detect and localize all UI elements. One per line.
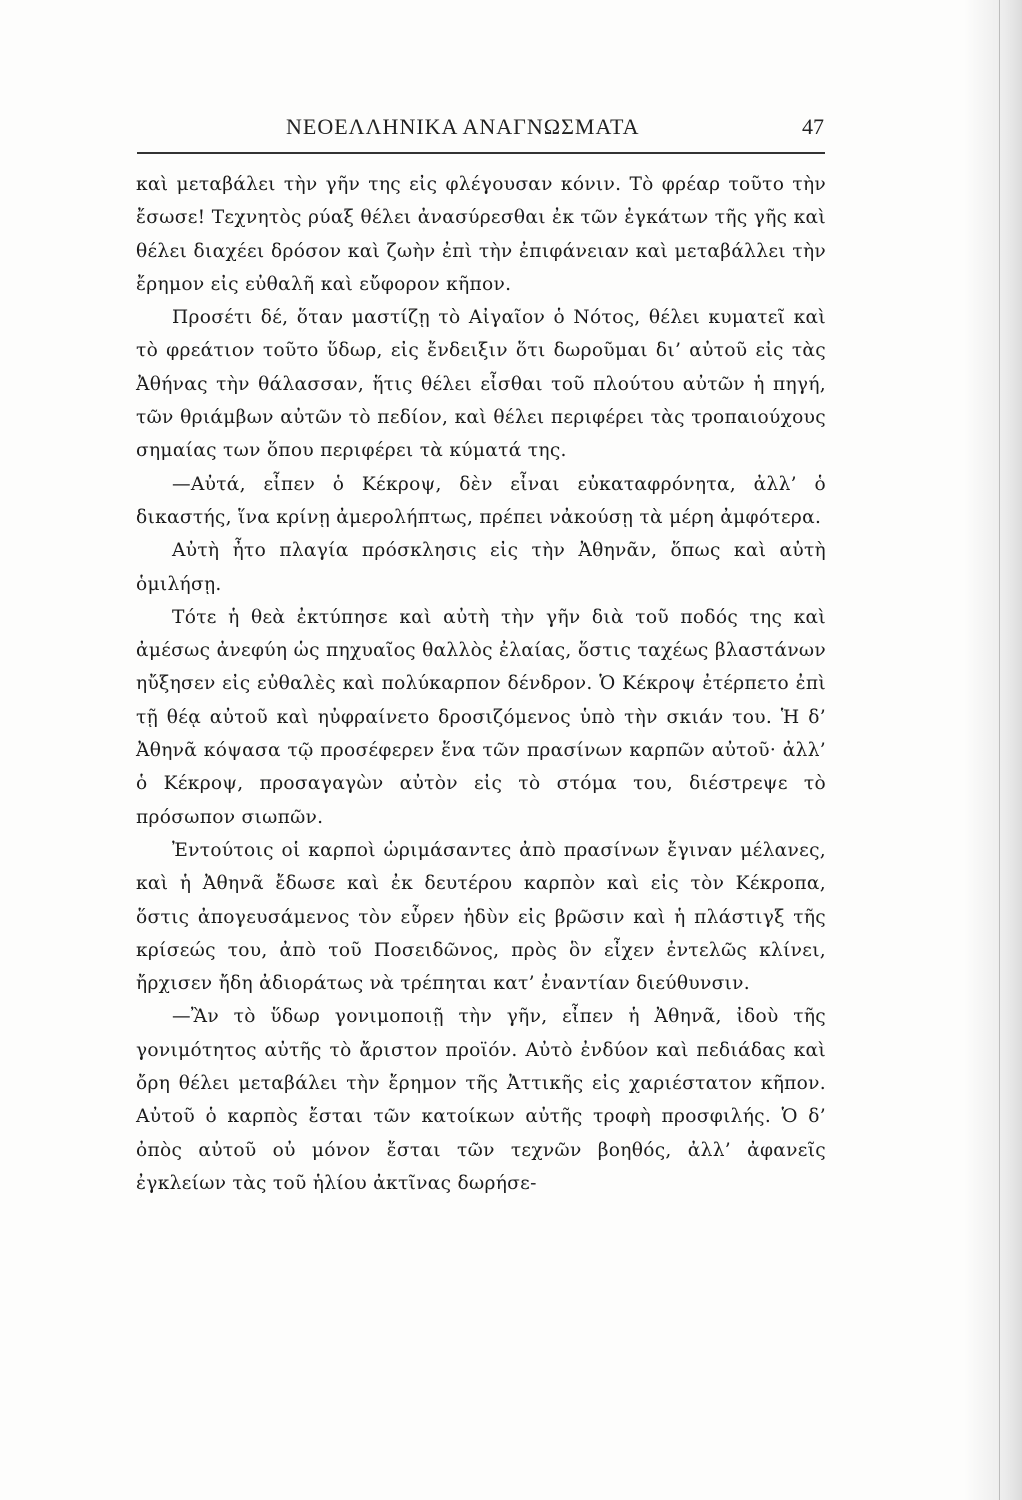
paragraph: καὶ μεταβάλει τὴν γῆν της εἰς φλέγουσαν κόνιν. Τὸ φρέαρ τοῦτο τὴν ἔσωσε! Τεχνητὸς ρύαξ θέλει ἀνασύρεσθαι ἐκ τῶν ἐγκάτων τῆς γῆς καὶ θέλει διαχέει δρόσον καὶ ζωὴν ἐπὶ τὴν ἐπιφάνειαν καὶ μεταβάλλει τὴν ἔρημον εἰς εὐθαλῆ καὶ εὔφορον κῆπον. — [136, 174, 826, 295]
paragraph: —Ἂν τὸ ὕδωρ γονιμοποιῇ τὴν γῆν, εἶπεν ἡ Ἀθηνᾶ, ἰδοὺ τῆς γονιμότητος αὐτῆς τὸ ἄριστον προϊόν. Αὐτὸ ἐνδύον καὶ πεδιάδας καὶ ὄρη θέλει μεταβάλει τὴν ἔρημον τῆς Ἀττικῆς εἰς χαριέστατον κῆπον. Αὐτοῦ ὁ καρπὸς ἔσται τῶν κατοίκων αὐτῆς τροφὴ προσφιλής. Ὁ δ’ ὀπὸς αὐτοῦ οὐ μόνον ἔσται τῶν τεχνῶν βοηθός, ἀλλ’ ἀφανεῖς ἐγκλείων τὰς τοῦ ἡλίου ἀκτῖνας δωρήσε- — [136, 1006, 826, 1194]
page-number: 47 — [802, 114, 824, 139]
body-text — [136, 168, 826, 1200]
paragraph: Τότε ἡ θεὰ ἐκτύπησε καὶ αὐτὴ τὴν γῆν διὰ τοῦ ποδός της καὶ ἀμέσως ἀνεφύη ὡς πηχυαῖος θαλλὸς ἐλαίας, ὅστις ταχέως βλαστάνων ηὔξησεν εἰς εὐθαλὲς καὶ πολύκαρπον δένδρον. Ὁ Κέκροψ ἐτέρπετο ἐπὶ τῇ θέᾳ αὐτοῦ καὶ ηὐφραίνετο δροσιζόμενος ὑπὸ τὴν σκιάν του. Ἡ δ’ Ἀθηνᾶ κόψασα τῷ προσέφερεν ἕνα τῶν πρασίνων καρπῶν αὐτοῦ· ἀλλ’ ὁ Κέκροψ, προσαγαγὼν αὐτὸν εἰς τὸ στόμα του, διέστρεψε τὸ πρόσωπον σιωπῶν. — [136, 606, 826, 828]
header-rule — [137, 152, 825, 154]
paragraph: Αὐτὴ ἦτο πλαγία πρόσκλησις εἰς τὴν Ἀθηνᾶν, ὅπως καὶ αὐτὴ ὁμιλήσῃ. — [136, 540, 826, 595]
page-header — [136, 108, 826, 148]
page-edge-line — [999, 0, 1000, 1500]
running-head: ΝΕΟΕΛΛΗΝΙΚΑ ΑΝΑΓΝΩΣΜΑΤΑ — [286, 114, 640, 139]
paragraph: Προσέτι δέ, ὅταν μαστίζῃ τὸ Αἰγαῖον ὁ Νότος, θέλει κυματεῖ καὶ τὸ φρεάτιον τοῦτο ὕδωρ, εἰς ἔνδειξιν ὅτι δωροῦμαι δι’ αὐτοῦ εἰς τὰς Ἀθήνας τὴν θάλασσαν, ἥτις θέλει εἶσθαι τοῦ πλούτου αὐτῶν ἡ πηγή, τῶν θριάμβων αὐτῶν τὸ πεδίον, καὶ θέλει περιφέρει τὰς τροπαιούχους σημαίας των ὅπου περιφέρει τὰ κύματά της. — [136, 307, 826, 462]
paragraph: Ἐντούτοις οἱ καρποὶ ὡριμάσαντες ἀπὸ πρασίνων ἔγιναν μέλανες, καὶ ἡ Ἀθηνᾶ ἔδωσε καὶ ἐκ δευτέρου καρπὸν καὶ εἰς τὸν Κέκροπα, ὅστις ἀπογευσάμενος τὸν εὗρεν ἡδὺν εἰς βρῶσιν καὶ ἡ πλάστιγξ τῆς κρίσεώς του, ἀπὸ τοῦ Ποσειδῶνος, πρὸς ὃν εἶχεν ἐντελῶς κλίνει, ἤρχισεν ἤδη ἀδιοράτως νὰ τρέπηται κατ’ ἐναντίαν διεύθυνσιν. — [136, 839, 826, 995]
paragraph: —Αὐτά, εἶπεν ὁ Κέκροψ, δὲν εἶναι εὐκαταφρόνητα, ἀλλ’ ὁ δικαστής, ἵνα κρίνῃ ἀμερολήπτως, πρέπει νἀκούσῃ τὰ μέρη ἀμφότερα. — [136, 473, 826, 528]
page-edge-shadow — [964, 0, 1022, 1500]
